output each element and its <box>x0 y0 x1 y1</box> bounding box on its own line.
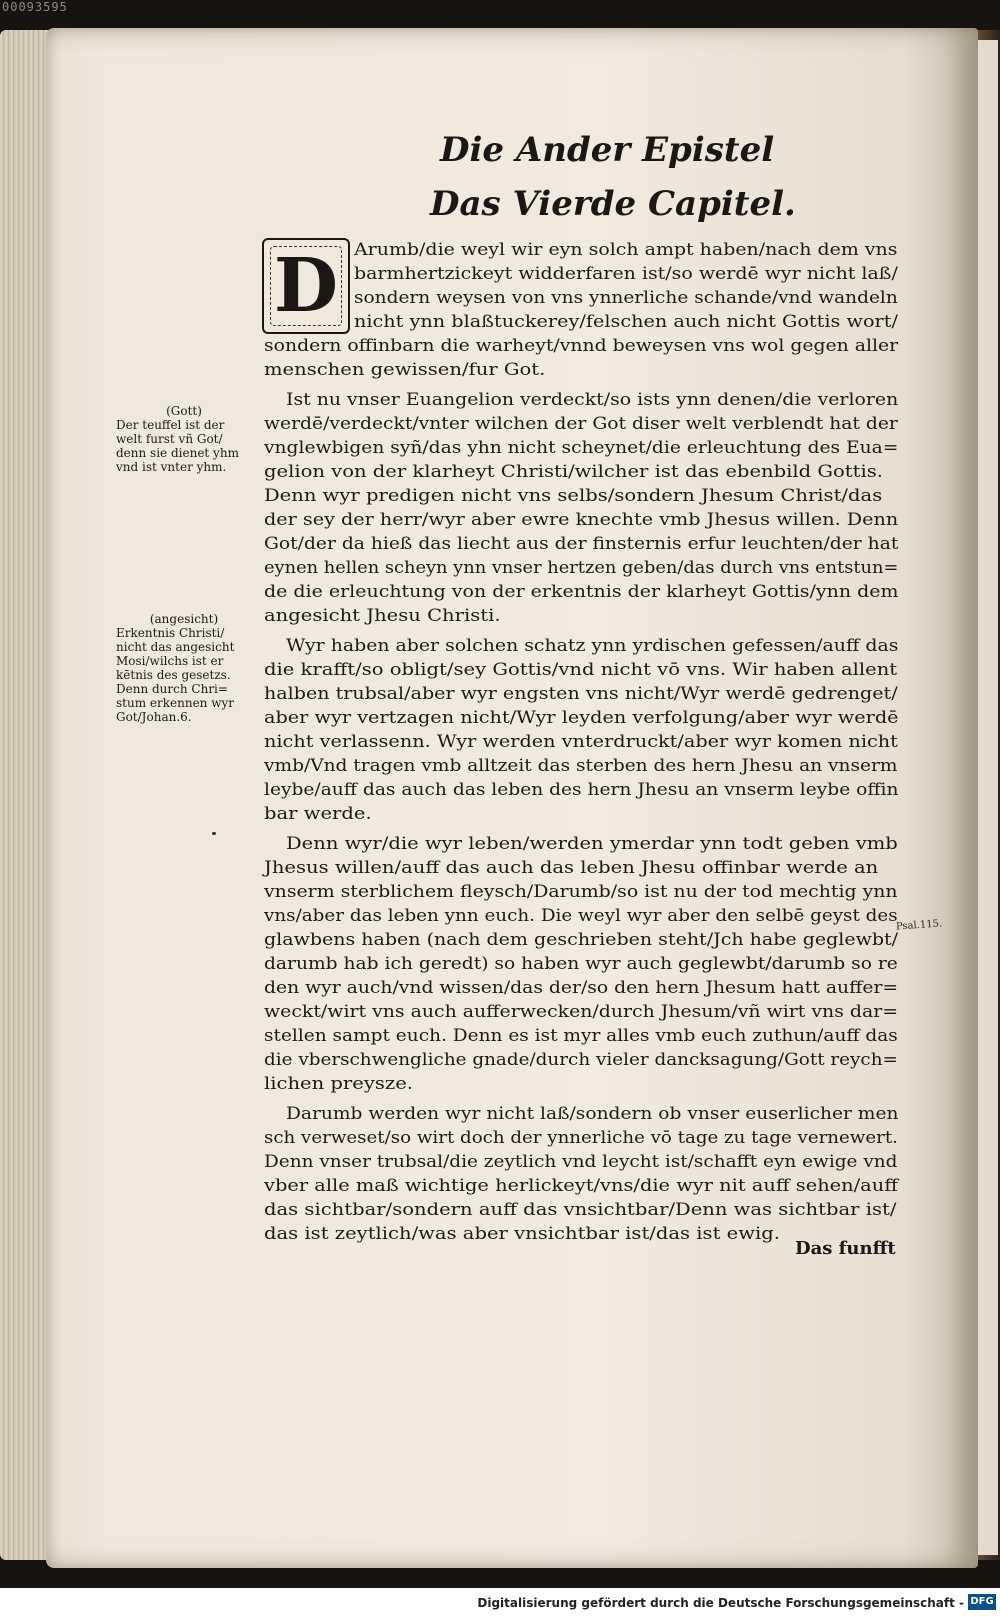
footer-credit: Digitalisierung gefördert durch die Deutsche Forschungsgemeinschaft - <box>477 1596 964 1610</box>
body-line: Arumb/die weyl wir eyn solch ampt haben/nach dem vns <box>354 240 898 260</box>
body-line: werdē/verdeckt/vnter wilchen der Got diser welt verblendt hat der <box>264 414 898 434</box>
margin-note-line: kētnis des gesetzs. <box>116 668 231 682</box>
body-line: lichen preysze. <box>264 1074 414 1094</box>
body-line: die krafft/so obligt/sey Gottis/vnd nicht vō vns. Wir haben allent <box>264 660 898 680</box>
margin-note-line: nicht das angesicht <box>116 640 235 654</box>
margin-note-line: Erkentnis Christi/ <box>116 626 225 640</box>
page-title: Die Ander Epistel <box>440 130 775 170</box>
body-line: halben trubsal/aber wyr engsten vns nicht/Wyr werdē gedrenget/ <box>264 684 898 704</box>
margin-note-line: welt furst vñ Got/ <box>116 432 223 446</box>
body-line: Darumb werden wyr nicht laß/sondern ob vnser euserlicher men <box>286 1104 899 1124</box>
margin-note-line: denn sie dienet yhm <box>116 446 239 460</box>
body-line: vmb/Vnd tragen vmb alltzeit das sterben des hern Jhesu an vnserm <box>264 756 898 776</box>
scan-id: 00093595 <box>2 0 68 14</box>
dfg-logo: DFG <box>968 1594 996 1610</box>
facing-page-strip <box>978 40 998 1555</box>
body-line: die vberschwengliche gnade/durch vieler dancksagung/Gott reych= <box>264 1050 898 1070</box>
body-line: gelion von der klarheyt Christi/wilcher ist das ebenbild Gottis. <box>264 462 883 482</box>
body-line: vber alle maß wichtige herlickeyt/vns/die wyr nit auff sehen/auff <box>264 1176 898 1196</box>
body-line: Got/der da hieß das liecht aus der finsternis erfur leuchten/der hat <box>264 534 899 554</box>
body-line: weckt/wirt vns auch aufferwecken/durch Jhesum/vñ wirt vns dar= <box>264 1002 899 1022</box>
chapter-title: Das Vierde Capitel. <box>430 184 796 224</box>
body-line: sondern weysen von vns ynnerliche schande/vnd wandeln <box>354 288 898 308</box>
body-line: de die erleuchtung von der erkentnis der klarheyt Gottis/ynn dem <box>264 582 899 602</box>
body-line: das ist zeytlich/was aber vnsichtbar ist/das ist ewig. <box>264 1224 780 1244</box>
body-line: vnserm sterblichem fleysch/Darumb/so ist nu der tod mechtig ynn <box>264 882 898 902</box>
body-line: nicht verlassenn. Wyr werden vnterdruckt/aber wyr komen nicht <box>264 732 898 752</box>
margin-note-gott <box>116 404 252 474</box>
body-line: Jhesus willen/auff das auch das leben Jhesu offinbar werde an <box>264 858 879 878</box>
margin-gloss-psalm: Psal.115. <box>895 918 943 933</box>
body-line: aber wyr vertzagen nicht/Wyr leyden verfolgung/aber wyr werdē <box>264 708 899 728</box>
body-line: Ist nu vnser Euangelion verdeckt/so ists ynn denen/die verloren <box>286 390 899 410</box>
catchword: Das funfft <box>795 1238 896 1259</box>
body-line: nicht ynn blaßtuckerey/felschen auch nicht Gottis wort/ <box>354 312 898 332</box>
body-line: den wyr auch/vnd wissen/das der/so den hern Jhesum hatt auffer= <box>264 978 899 998</box>
margin-note-line: stum erkennen wyr <box>116 696 235 710</box>
body-line: eynen hellen scheyn ynn vnser hertzen geben/das durch vns entstun= <box>264 558 899 578</box>
margin-note-line: Mosi/wilchs ist er <box>116 654 224 668</box>
body-line: leybe/auff das auch das leben des hern Jhesu an vnserm leybe offin <box>264 780 899 800</box>
body-line: bar werde. <box>264 804 372 824</box>
body-line: Wyr haben aber solchen schatz ynn yrdischen gefessen/auff das <box>286 636 899 656</box>
body-line: angesicht Jhesu Christi. <box>264 606 501 626</box>
margin-note-heading: (angesicht) <box>149 612 219 626</box>
margin-note-line: Got/Johan.6. <box>116 710 192 724</box>
body-line: vnglewbigen syñ/das yhn nicht scheynet/die erleuchtung des Eua= <box>264 438 899 458</box>
footer-bar <box>0 1588 1000 1621</box>
body-line: das sichtbar/sondern auff das vnsichtbar/Denn was sichtbar ist/ <box>264 1200 897 1220</box>
margin-note-line: Denn durch Chri= <box>116 682 228 696</box>
margin-note-heading: (Gott) <box>166 404 202 418</box>
body-line: glawbens haben (nach dem geschrieben steht/Jch habe geglewbt/ <box>264 930 899 950</box>
margin-note-angesicht <box>116 612 252 724</box>
body-line: Denn wyr predigen nicht vns selbs/sondern Jhesum Christ/das <box>264 486 883 506</box>
ink-dot <box>212 832 216 835</box>
body-line: darumb hab ich geredt) so haben wyr auch geglewbt/darumb so re <box>264 954 898 974</box>
body-line: stellen sampt euch. Denn es ist myr alles vmb euch zuthun/auff das <box>264 1026 898 1046</box>
body-line: vns/aber das leben ynn euch. Die weyl wyr aber den selbē geyst des <box>264 906 898 926</box>
body-line: sondern offinbarn die warheyt/vnnd beweysen vns wol gegen aller <box>264 336 899 356</box>
body-line: sch verweset/so wirt doch der ynnerliche vō tage zu tage vernewert. <box>264 1128 898 1148</box>
drop-cap-initial: D <box>262 238 350 334</box>
body-line: barmhertzickeyt widderfaren ist/so werdē wyr nicht laß/ <box>354 264 898 284</box>
body-line: Denn wyr/die wyr leben/werden ymerdar ynn todt geben vmb <box>286 834 898 854</box>
margin-note-line: Der teuffel ist der <box>116 418 225 432</box>
body-line: der sey der herr/wyr aber ewre knechte vmb Jhesus willen. Denn <box>264 510 899 530</box>
margin-note-line: vnd ist vnter yhm. <box>116 460 227 474</box>
body-line: menschen gewissen/fur Got. <box>264 360 546 380</box>
body-line: Denn vnser trubsal/die zeytlich vnd leycht ist/schafft eyn ewige vnd <box>264 1152 898 1172</box>
